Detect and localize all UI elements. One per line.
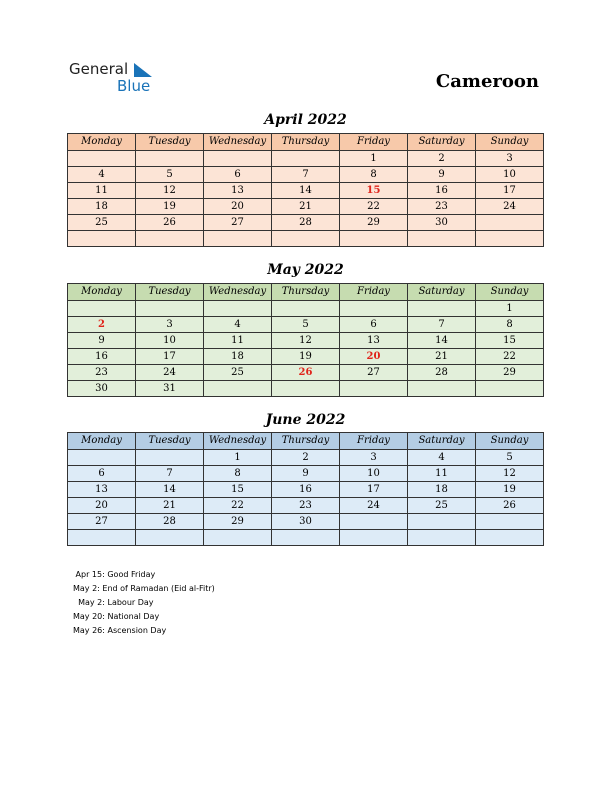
week-row <box>68 482 544 498</box>
day-cell: 7 <box>408 317 476 333</box>
day-cell: 3 <box>340 450 408 466</box>
week-row <box>68 514 544 530</box>
month-title-may: May 2022 <box>267 262 344 278</box>
day-cell: 15 <box>204 482 272 498</box>
day-cell <box>68 151 136 167</box>
weekday-header: Saturday <box>408 433 476 450</box>
day-cell: 30 <box>272 514 340 530</box>
day-cell: 22 <box>340 199 408 215</box>
day-cell: 8 <box>204 466 272 482</box>
day-cell <box>340 381 408 397</box>
day-cell: 9 <box>408 167 476 183</box>
weekday-header: Friday <box>340 433 408 450</box>
day-cell <box>136 151 204 167</box>
day-cell: 8 <box>340 167 408 183</box>
week-row <box>68 183 544 199</box>
day-cell: 7 <box>272 167 340 183</box>
holiday-list <box>73 568 215 638</box>
day-cell: 12 <box>136 183 204 199</box>
day-cell: 20 <box>340 349 408 365</box>
day-cell <box>340 301 408 317</box>
day-cell <box>136 231 204 247</box>
day-cell: 17 <box>136 349 204 365</box>
month-title-april: April 2022 <box>264 112 347 128</box>
day-cell: 29 <box>476 365 544 381</box>
day-cell: 1 <box>476 301 544 317</box>
day-cell: 30 <box>408 215 476 231</box>
day-cell: 25 <box>204 365 272 381</box>
day-cell <box>476 381 544 397</box>
day-cell: 9 <box>68 333 136 349</box>
week-row <box>68 199 544 215</box>
week-row <box>68 215 544 231</box>
day-cell: 15 <box>340 183 408 199</box>
weekday-header: Tuesday <box>136 284 204 301</box>
day-cell <box>136 450 204 466</box>
week-row <box>68 498 544 514</box>
day-cell <box>408 514 476 530</box>
weekday-header: Sunday <box>476 134 544 151</box>
week-row <box>68 466 544 482</box>
week-row <box>68 450 544 466</box>
day-cell: 8 <box>476 317 544 333</box>
day-cell: 24 <box>340 498 408 514</box>
day-cell: 6 <box>68 466 136 482</box>
day-cell: 6 <box>204 167 272 183</box>
country-title: Cameroon <box>435 71 539 92</box>
day-cell: 20 <box>204 199 272 215</box>
day-cell: 5 <box>476 450 544 466</box>
calendar-may <box>67 283 544 397</box>
day-cell: 11 <box>408 466 476 482</box>
holiday-item: May 26: Ascension Day <box>73 626 167 635</box>
day-cell: 16 <box>68 349 136 365</box>
day-cell <box>204 231 272 247</box>
day-cell: 4 <box>408 450 476 466</box>
day-cell: 11 <box>204 333 272 349</box>
day-cell: 5 <box>272 317 340 333</box>
day-cell: 4 <box>68 167 136 183</box>
day-cell: 14 <box>136 482 204 498</box>
day-cell: 28 <box>272 215 340 231</box>
day-cell: 2 <box>272 450 340 466</box>
logo-text-general: General <box>69 60 129 78</box>
week-row <box>68 333 544 349</box>
weekday-header-row <box>68 134 544 151</box>
day-cell: 10 <box>476 167 544 183</box>
day-cell <box>68 231 136 247</box>
day-cell: 19 <box>136 199 204 215</box>
day-cell: 7 <box>136 466 204 482</box>
weekday-header: Wednesday <box>204 134 272 151</box>
weekday-header: Wednesday <box>204 433 272 450</box>
day-cell: 25 <box>68 215 136 231</box>
day-cell: 28 <box>408 365 476 381</box>
day-cell: 27 <box>340 365 408 381</box>
day-cell: 3 <box>136 317 204 333</box>
day-cell: 27 <box>204 215 272 231</box>
day-cell: 21 <box>136 498 204 514</box>
day-cell: 5 <box>136 167 204 183</box>
weekday-header: Monday <box>68 134 136 151</box>
day-cell: 12 <box>476 466 544 482</box>
weekday-header: Thursday <box>272 433 340 450</box>
day-cell <box>136 530 204 546</box>
weekday-header: Saturday <box>408 284 476 301</box>
day-cell: 23 <box>272 498 340 514</box>
day-cell: 13 <box>204 183 272 199</box>
day-cell: 14 <box>408 333 476 349</box>
day-cell <box>204 301 272 317</box>
weekday-header-row <box>68 433 544 450</box>
weekday-header: Wednesday <box>204 284 272 301</box>
weekday-header: Thursday <box>272 284 340 301</box>
day-cell: 28 <box>136 514 204 530</box>
day-cell: 19 <box>476 482 544 498</box>
week-row <box>68 301 544 317</box>
week-row <box>68 530 544 546</box>
day-cell <box>340 514 408 530</box>
day-cell: 25 <box>408 498 476 514</box>
weekday-header: Friday <box>340 284 408 301</box>
day-cell <box>476 530 544 546</box>
weekday-header: Saturday <box>408 134 476 151</box>
day-cell: 29 <box>340 215 408 231</box>
day-cell: 26 <box>272 365 340 381</box>
week-row <box>68 365 544 381</box>
day-cell: 3 <box>476 151 544 167</box>
calendar-june <box>67 432 544 546</box>
day-cell <box>340 231 408 247</box>
weekday-header: Monday <box>68 433 136 450</box>
day-cell: 2 <box>408 151 476 167</box>
day-cell: 12 <box>272 333 340 349</box>
week-row <box>68 151 544 167</box>
day-cell <box>68 450 136 466</box>
day-cell: 18 <box>204 349 272 365</box>
day-cell: 13 <box>68 482 136 498</box>
day-cell: 23 <box>408 199 476 215</box>
day-cell: 10 <box>340 466 408 482</box>
day-cell: 1 <box>204 450 272 466</box>
day-cell: 17 <box>476 183 544 199</box>
day-cell: 4 <box>204 317 272 333</box>
day-cell: 31 <box>136 381 204 397</box>
day-cell <box>476 514 544 530</box>
day-cell: 21 <box>272 199 340 215</box>
day-cell: 21 <box>408 349 476 365</box>
day-cell: 6 <box>340 317 408 333</box>
logo <box>69 60 169 100</box>
day-cell <box>408 530 476 546</box>
day-cell: 20 <box>68 498 136 514</box>
day-cell: 17 <box>340 482 408 498</box>
day-cell: 18 <box>68 199 136 215</box>
calendar-april <box>67 133 544 247</box>
day-cell <box>476 215 544 231</box>
day-cell: 15 <box>476 333 544 349</box>
day-cell: 30 <box>68 381 136 397</box>
week-row <box>68 317 544 333</box>
day-cell <box>340 530 408 546</box>
day-cell <box>408 301 476 317</box>
holiday-item: May 2: End of Ramadan (Eid al-Fitr) <box>73 584 215 593</box>
weekday-header: Sunday <box>476 284 544 301</box>
day-cell: 11 <box>68 183 136 199</box>
day-cell: 26 <box>136 215 204 231</box>
week-row <box>68 231 544 247</box>
weekday-header: Monday <box>68 284 136 301</box>
day-cell: 18 <box>408 482 476 498</box>
day-cell: 19 <box>272 349 340 365</box>
day-cell <box>204 151 272 167</box>
day-cell: 14 <box>272 183 340 199</box>
weekday-header: Thursday <box>272 134 340 151</box>
day-cell <box>136 301 204 317</box>
day-cell: 23 <box>68 365 136 381</box>
day-cell: 1 <box>340 151 408 167</box>
logo-text-blue: Blue <box>117 77 151 95</box>
day-cell: 2 <box>68 317 136 333</box>
day-cell <box>68 530 136 546</box>
day-cell <box>204 530 272 546</box>
week-row <box>68 349 544 365</box>
weekday-header: Tuesday <box>136 433 204 450</box>
weekday-header: Friday <box>340 134 408 151</box>
day-cell: 24 <box>476 199 544 215</box>
day-cell: 26 <box>476 498 544 514</box>
day-cell: 10 <box>136 333 204 349</box>
day-cell: 16 <box>272 482 340 498</box>
day-cell: 22 <box>204 498 272 514</box>
day-cell <box>408 231 476 247</box>
day-cell <box>476 231 544 247</box>
day-cell: 24 <box>136 365 204 381</box>
weekday-header: Tuesday <box>136 134 204 151</box>
week-row <box>68 381 544 397</box>
week-row <box>68 167 544 183</box>
weekday-header: Sunday <box>476 433 544 450</box>
holiday-item: Apr 15: Good Friday <box>73 570 156 579</box>
day-cell <box>272 151 340 167</box>
weekday-header-row <box>68 284 544 301</box>
day-cell <box>204 381 272 397</box>
day-cell <box>272 231 340 247</box>
holiday-item: May 2: Labour Day <box>73 598 154 607</box>
month-title-june: June 2022 <box>265 412 346 428</box>
day-cell <box>272 530 340 546</box>
day-cell: 27 <box>68 514 136 530</box>
day-cell <box>68 301 136 317</box>
day-cell: 9 <box>272 466 340 482</box>
day-cell <box>272 381 340 397</box>
day-cell: 13 <box>340 333 408 349</box>
holiday-item: May 20: National Day <box>73 612 160 621</box>
day-cell <box>272 301 340 317</box>
day-cell <box>408 381 476 397</box>
day-cell: 29 <box>204 514 272 530</box>
day-cell: 16 <box>408 183 476 199</box>
day-cell: 22 <box>476 349 544 365</box>
